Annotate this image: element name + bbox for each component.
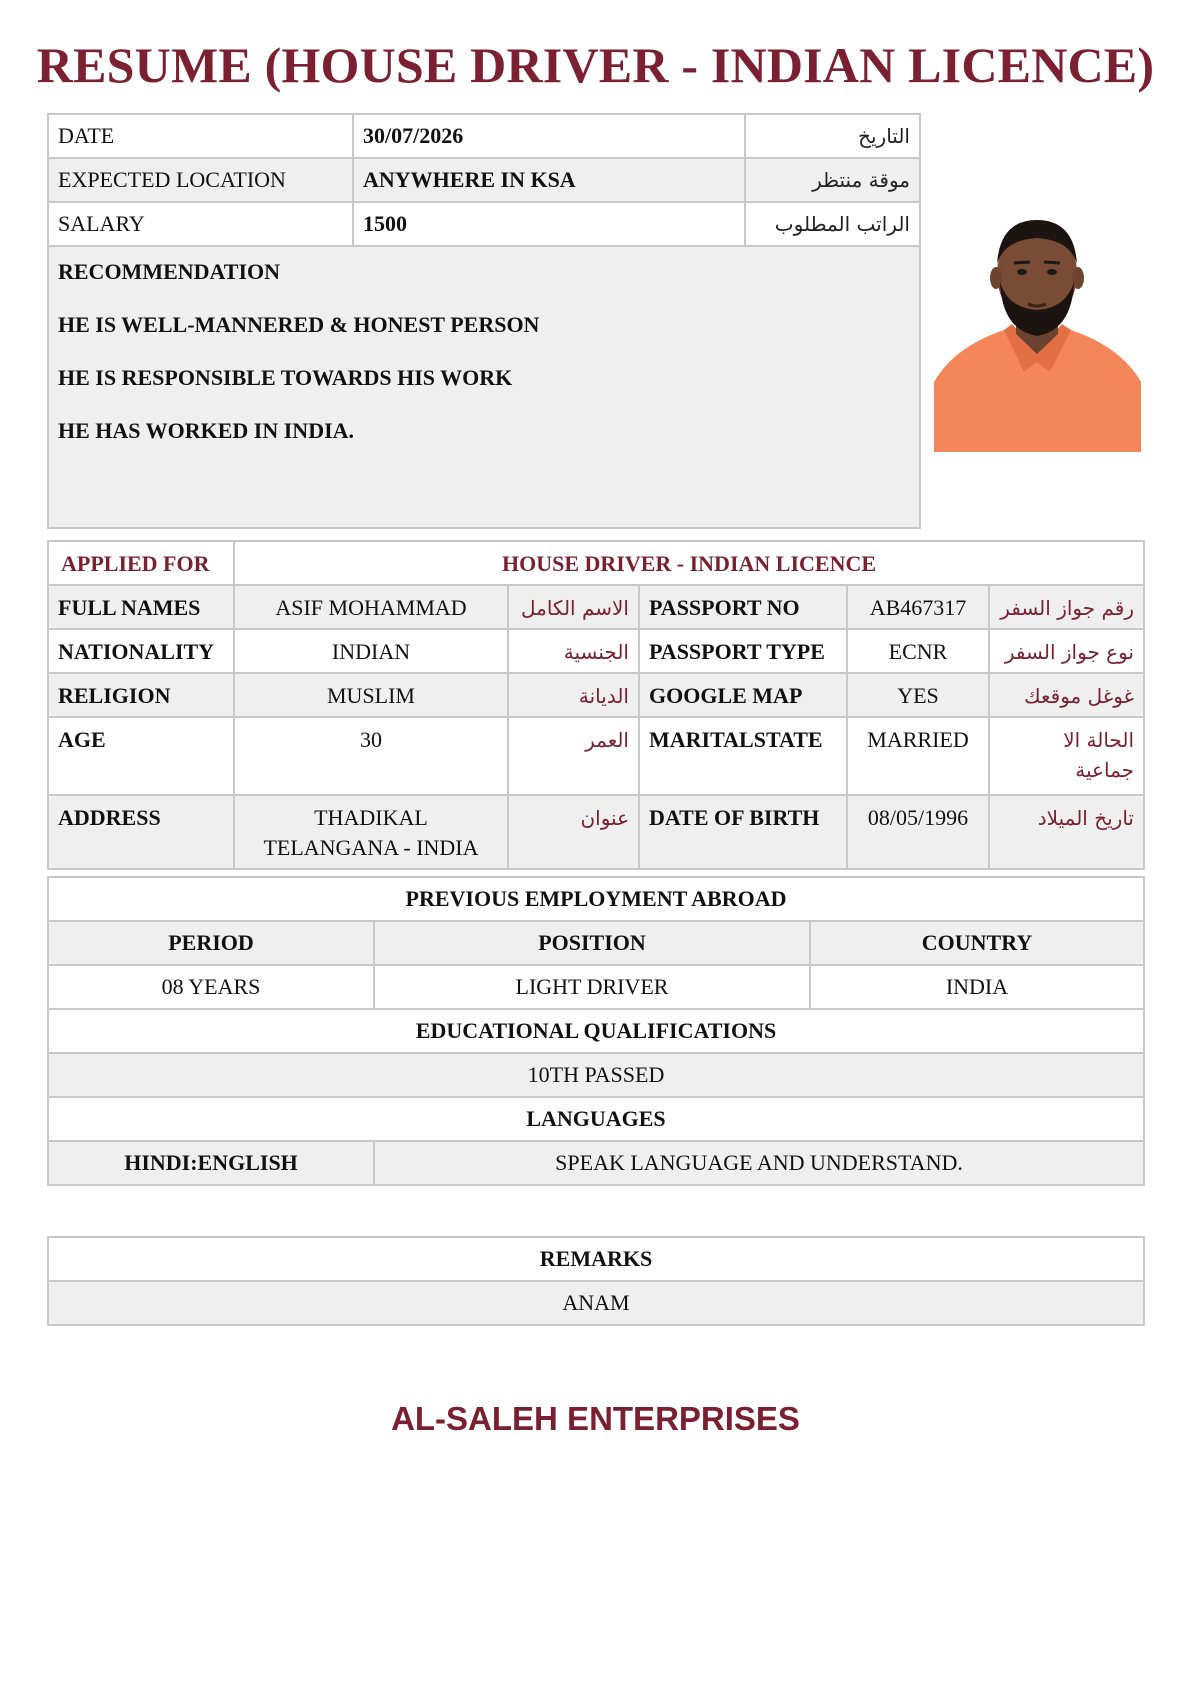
position-value: LIGHT DRIVER bbox=[374, 965, 810, 1009]
full-names-arabic-label: الاسم الكامل bbox=[508, 585, 639, 629]
recommendation-line: HE IS RESPONSIBLE TOWARDS HIS WORK bbox=[58, 365, 513, 390]
date-arabic-label: التاريخ bbox=[745, 114, 920, 158]
date-of-birth-value: 08/05/1996 bbox=[847, 795, 989, 869]
table-row bbox=[48, 673, 1144, 717]
table-row bbox=[48, 246, 920, 528]
passport-no-arabic-label: رقم جواز السفر bbox=[989, 585, 1144, 629]
summary-table bbox=[47, 113, 921, 529]
country-value: INDIA bbox=[810, 965, 1144, 1009]
nationality-arabic-label: الجنسية bbox=[508, 629, 639, 673]
person-portrait-icon bbox=[934, 212, 1141, 452]
nationality-label: NATIONALITY bbox=[48, 629, 234, 673]
passport-type-arabic-label: نوع جواز السفر bbox=[989, 629, 1144, 673]
table-row bbox=[48, 629, 1144, 673]
passport-type-label: PASSPORT TYPE bbox=[639, 629, 847, 673]
salary-label: SALARY bbox=[48, 202, 353, 246]
education-heading: EDUCATIONAL QUALIFICATIONS bbox=[48, 1009, 1144, 1053]
applied-for-label: APPLIED FOR bbox=[48, 541, 234, 585]
marital-state-label: MARITALSTATE bbox=[639, 717, 847, 795]
date-of-birth-label: DATE OF BIRTH bbox=[639, 795, 847, 869]
table-row bbox=[48, 1053, 1144, 1097]
marital-state-value: MARRIED bbox=[847, 717, 989, 795]
table-row bbox=[48, 585, 1144, 629]
address-line: TELANGANA - INDIA bbox=[263, 835, 479, 860]
remarks-value: ANAM bbox=[48, 1281, 1144, 1325]
nationality-value: INDIAN bbox=[234, 629, 508, 673]
applied-for-value: HOUSE DRIVER - INDIAN LICENCE bbox=[234, 541, 1144, 585]
table-row bbox=[48, 1097, 1144, 1141]
age-label: AGE bbox=[48, 717, 234, 795]
table-row bbox=[48, 921, 1144, 965]
remarks-heading: REMARKS bbox=[48, 1237, 1144, 1281]
age-value: 30 bbox=[234, 717, 508, 795]
period-value: 08 YEARS bbox=[48, 965, 374, 1009]
date-value: 30/07/2026 bbox=[353, 114, 745, 158]
date-of-birth-arabic-label: تاريخ الميلاد bbox=[989, 795, 1144, 869]
languages-name: HINDI:ENGLISH bbox=[48, 1141, 374, 1185]
recommendation-heading: RECOMMENDATION bbox=[58, 259, 281, 284]
religion-label: RELIGION bbox=[48, 673, 234, 717]
location-arabic-label: موقة منتظر bbox=[745, 158, 920, 202]
remarks-table bbox=[47, 1236, 1145, 1326]
details-table bbox=[47, 540, 1145, 870]
table-row bbox=[48, 965, 1144, 1009]
address-label: ADDRESS bbox=[48, 795, 234, 869]
page-title: RESUME (HOUSE DRIVER - INDIAN LICENCE) bbox=[36, 37, 1155, 93]
address-arabic-label: عنوان bbox=[508, 795, 639, 869]
salary-value: 1500 bbox=[353, 202, 745, 246]
languages-level: SPEAK LANGUAGE AND UNDERSTAND. bbox=[374, 1141, 1144, 1185]
passport-type-value: ECNR bbox=[847, 629, 989, 673]
table-row bbox=[48, 1009, 1144, 1053]
religion-arabic-label: الديانة bbox=[508, 673, 639, 717]
recommendation-box bbox=[48, 246, 920, 528]
date-label: DATE bbox=[48, 114, 353, 158]
table-row bbox=[48, 717, 1144, 795]
period-column-header: PERIOD bbox=[48, 921, 374, 965]
google-map-label: GOOGLE MAP bbox=[639, 673, 847, 717]
table-row bbox=[48, 1237, 1144, 1281]
address-line: THADIKAL bbox=[314, 805, 428, 830]
location-value: ANYWHERE IN KSA bbox=[353, 158, 745, 202]
full-names-value: ASIF MOHAMMAD bbox=[234, 585, 508, 629]
languages-heading: LANGUAGES bbox=[48, 1097, 1144, 1141]
table-row bbox=[48, 877, 1144, 921]
table-row bbox=[48, 795, 1144, 869]
full-names-label: FULL NAMES bbox=[48, 585, 234, 629]
table-row bbox=[48, 541, 1144, 585]
recommendation-line: HE IS WELL-MANNERED & HONEST PERSON bbox=[58, 312, 540, 337]
recommendation-line: HE HAS WORKED IN INDIA. bbox=[58, 418, 355, 443]
position-column-header: POSITION bbox=[374, 921, 810, 965]
religion-value: MUSLIM bbox=[234, 673, 508, 717]
marital-state-arabic-label: الحالة الا جماعية bbox=[989, 717, 1144, 795]
education-value: 10TH PASSED bbox=[48, 1053, 1144, 1097]
passport-no-value: AB467317 bbox=[847, 585, 989, 629]
google-map-arabic-label: غوغل موقعك bbox=[989, 673, 1144, 717]
table-row bbox=[48, 1281, 1144, 1325]
company-name: AL-SALEH ENTERPRISES bbox=[391, 1400, 800, 1437]
table-row bbox=[48, 114, 920, 158]
salary-arabic-label: الراتب المطلوب bbox=[745, 202, 920, 246]
table-row bbox=[48, 1141, 1144, 1185]
candidate-photo bbox=[934, 212, 1141, 452]
table-row bbox=[48, 202, 920, 246]
table-row bbox=[48, 158, 920, 202]
passport-no-label: PASSPORT NO bbox=[639, 585, 847, 629]
employment-table bbox=[47, 876, 1145, 1186]
location-label: EXPECTED LOCATION bbox=[48, 158, 353, 202]
country-column-header: COUNTRY bbox=[810, 921, 1144, 965]
address-value bbox=[234, 795, 508, 869]
age-arabic-label: العمر bbox=[508, 717, 639, 795]
google-map-value: YES bbox=[847, 673, 989, 717]
employment-heading: PREVIOUS EMPLOYMENT ABROAD bbox=[48, 877, 1144, 921]
